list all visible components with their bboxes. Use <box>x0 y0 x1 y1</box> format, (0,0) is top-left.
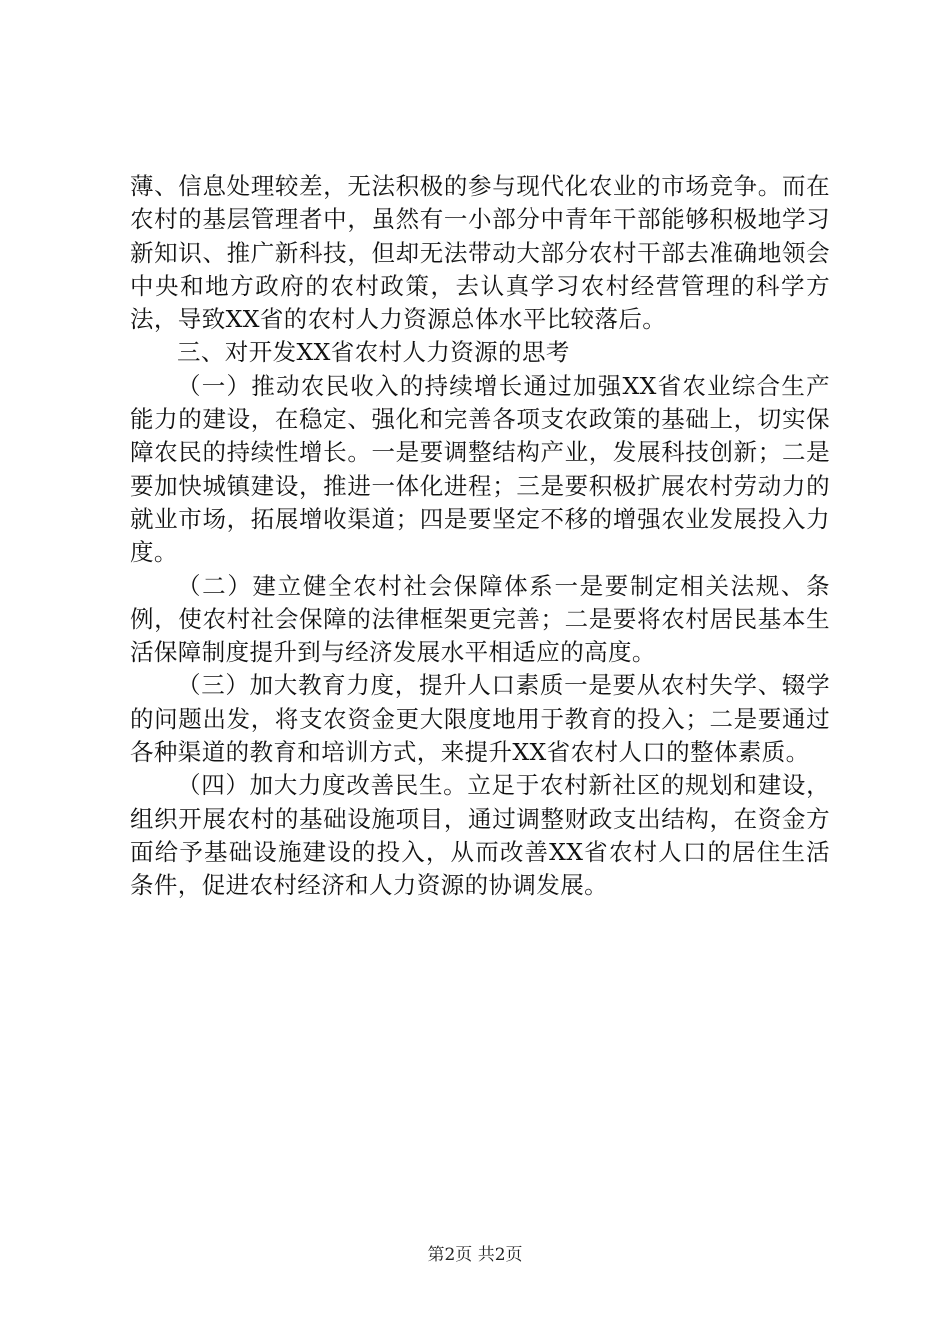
paragraph-continuation: 薄、信息处理较差，无法积极的参与现代化农业的市场竞争。而在农村的基层管理者中，虽然有一小部分中青年干部能够积极地学习新知识、推广新科技，但却无法带动大部分农村干部去准确地领会中央和地方政府的农村政策，去认真学习农村经营管理的科学方法，导致XX省的农村人力资源总体水平比较落后。 <box>130 172 830 334</box>
section-heading: 三、对开发XX省农村人力资源的思考 <box>177 338 570 367</box>
paragraph-item-3: （三）加大教育力度，提升人口素质一是要从农村失学、辍学的问题出发，将支农资金更大限度地用于教育的投入；二是要通过各种渠道的教育和培训方式，来提升XX省农村人口的整体素质。 <box>130 671 830 767</box>
paragraph-item-4: （四）加大力度改善民生。立足于农村新社区的规划和建设，组织开展农村的基础设施项目，通过调整财政支出结构，在资金方面给予基础设施建设的投入，从而改善XX省农村人口的居住生活条件，促进农村经济和人力资源的协调发展。 <box>130 771 830 900</box>
page-footer: 第2页 共2页 <box>427 1245 523 1265</box>
paragraph-item-1: （一）推动农民收入的持续增长通过加强XX省农业综合生产能力的建设，在稳定、强化和完善各项支农政策的基础上，切实保障农民的持续性增长。一是要调整结构产业，发展科技创新；二是要加快城镇建设，推进一体化进程；三是要积极扩展农村劳动力的就业市场，拓展增收渠道；四是要坚定不移的增强农业发展投入力度。 <box>130 371 830 567</box>
document-body <box>130 170 830 903</box>
paragraph-item-2: （二）建立健全农村社会保障体系一是要制定相关法规、条例，使农村社会保障的法律框架更完善；二是要将农村居民基本生活保障制度提升到与经济发展水平相适应的高度。 <box>130 571 830 667</box>
